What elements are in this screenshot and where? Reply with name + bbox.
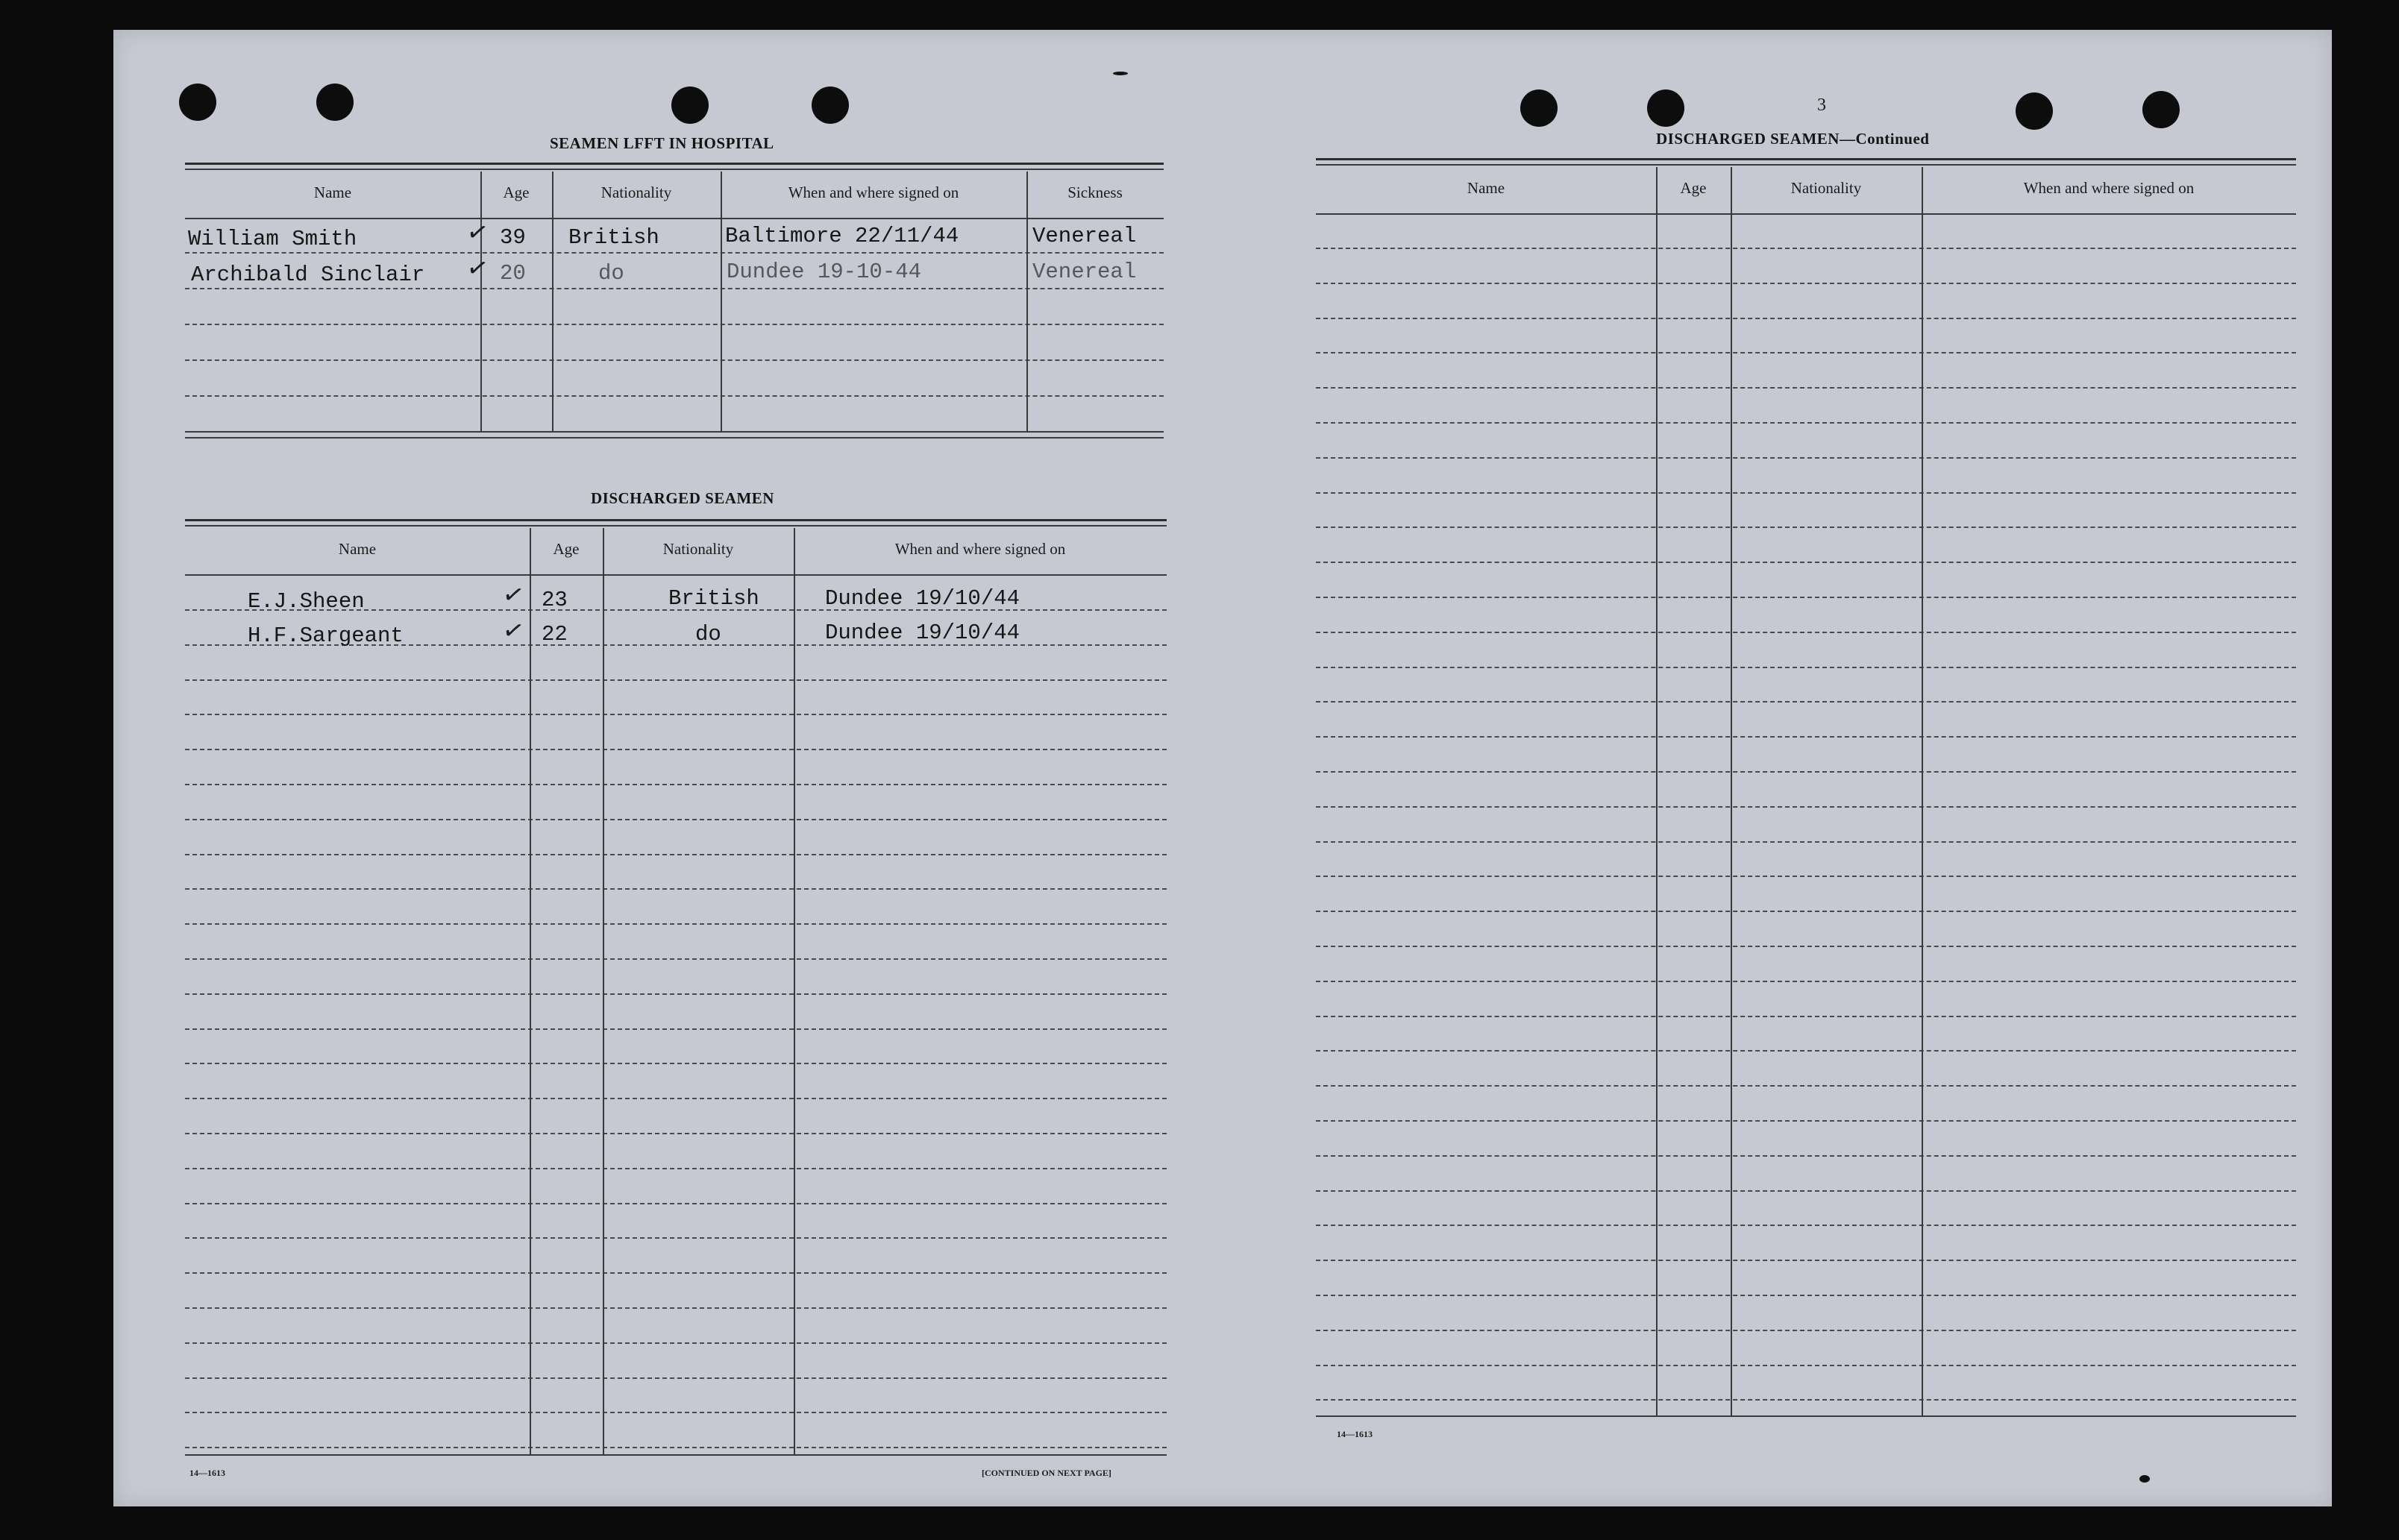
row-rule [1316, 492, 2296, 494]
punch-hole [1520, 89, 1558, 127]
row-rule [1316, 457, 2296, 459]
table-bottom-rule [185, 431, 1164, 433]
punch-hole [1647, 89, 1684, 127]
discharged-row-age: 23 [542, 588, 568, 612]
row-rule [1316, 1085, 2296, 1087]
row-rule [185, 324, 1164, 325]
hospital-row-nationality: British [568, 225, 659, 250]
row-rule [1316, 318, 2296, 319]
column-header-signed-on: When and where signed on [894, 540, 1066, 558]
row-rule [1316, 1260, 2296, 1261]
row-rule [185, 819, 1167, 820]
row-rule [185, 1307, 1167, 1309]
column-divider [1731, 167, 1732, 1415]
row-rule [1316, 387, 2296, 389]
row-rule [185, 359, 1164, 361]
row-rule [1316, 283, 2296, 284]
row-rule [1316, 1399, 2296, 1401]
row-rule [185, 749, 1167, 750]
hospital-row-age: 39 [500, 225, 526, 250]
hospital-row-name: Archibald Sinclair [191, 263, 425, 287]
discharged-section-title: DISCHARGED SEAMEN [591, 489, 774, 507]
column-header-age: Age [503, 183, 530, 201]
column-header-name: Name [338, 540, 377, 558]
header-bottom-rule [1316, 213, 2296, 215]
hospital-row-age: 20 [500, 261, 526, 286]
column-header-name: Name [1467, 179, 1505, 197]
header-bottom-rule [185, 218, 1164, 219]
column-header-nationality: Nationality [1790, 179, 1862, 197]
table-top-rule [185, 519, 1167, 521]
row-rule [1316, 736, 2296, 738]
table-bottom-rule [1316, 1415, 2296, 1417]
hospital-row-sickness: Venereal [1032, 224, 1137, 248]
row-rule [185, 784, 1167, 785]
hospital-row-sickness: Venereal [1032, 260, 1137, 284]
column-header-age: Age [553, 540, 580, 558]
row-rule [185, 993, 1167, 995]
column-divider [530, 528, 531, 1454]
row-rule [185, 1272, 1167, 1274]
row-rule [1316, 1330, 2296, 1331]
row-rule [185, 1412, 1167, 1413]
hospital-section-title: SEAMEN LFFT IN HOSPITAL [550, 134, 774, 152]
punch-hole [2016, 92, 2053, 130]
discharged-row-name: E.J.Sheen [248, 589, 365, 614]
row-rule [1316, 771, 2296, 773]
column-header-sickness: Sickness [1067, 183, 1123, 201]
row-rule [1316, 911, 2296, 912]
row-rule [1316, 1016, 2296, 1017]
row-rule [1316, 422, 2296, 424]
column-divider [552, 172, 554, 433]
table-top-rule [185, 525, 1167, 527]
row-rule [185, 395, 1164, 397]
row-rule [185, 679, 1167, 681]
row-rule [1316, 562, 2296, 563]
column-header-signed-on: When and where signed on [788, 183, 959, 201]
punch-hole [316, 84, 354, 121]
row-rule [1316, 946, 2296, 947]
row-rule [1316, 1295, 2296, 1296]
hospital-row-signed-on: Dundee 19-10-44 [727, 260, 922, 284]
row-rule [1316, 1365, 2296, 1366]
page-number: 3 [1817, 95, 1826, 115]
table-top-rule [1316, 164, 2296, 166]
row-rule [1316, 632, 2296, 633]
document-sheet [113, 30, 2332, 1506]
row-rule [185, 714, 1167, 715]
header-bottom-rule [185, 574, 1167, 576]
column-header-signed-on: When and where signed on [2023, 179, 2195, 197]
discharged-row-name: H.F.Sargeant [248, 623, 404, 648]
punch-hole [179, 84, 216, 121]
row-rule [1316, 806, 2296, 808]
column-header-name: Name [313, 183, 352, 201]
row-rule [185, 1133, 1167, 1134]
column-header-age: Age [1680, 179, 1707, 197]
row-rule [185, 958, 1167, 960]
ink-speck [1113, 72, 1128, 75]
column-divider [1026, 172, 1028, 433]
row-rule [1316, 527, 2296, 528]
discharged-row-signed-on: Dundee 19/10/44 [825, 586, 1020, 611]
row-rule [185, 252, 1164, 254]
row-rule [185, 1063, 1167, 1064]
row-rule [185, 1447, 1167, 1448]
row-rule [1316, 352, 2296, 353]
row-rule [1316, 667, 2296, 668]
row-rule [1316, 876, 2296, 877]
column-header-nationality: Nationality [662, 540, 734, 558]
row-rule [1316, 841, 2296, 843]
punch-hole [812, 87, 849, 124]
ink-speck [2139, 1475, 2150, 1483]
row-rule [185, 1342, 1167, 1344]
discharged-row-signed-on: Dundee 19/10/44 [825, 620, 1020, 645]
row-rule [185, 1168, 1167, 1169]
row-rule [1316, 1225, 2296, 1226]
check-mark: ✓ [464, 251, 492, 286]
column-divider [603, 528, 604, 1454]
row-rule [1316, 597, 2296, 598]
row-rule [185, 888, 1167, 890]
row-rule [185, 1203, 1167, 1204]
row-rule [1316, 701, 2296, 703]
row-rule [185, 1237, 1167, 1239]
row-rule [185, 1377, 1167, 1379]
punch-hole [2142, 91, 2180, 128]
row-rule [1316, 1190, 2296, 1192]
check-mark: ✓ [500, 578, 527, 612]
row-rule [185, 854, 1167, 855]
row-rule [185, 923, 1167, 925]
row-rule [1316, 248, 2296, 249]
table-top-rule [185, 163, 1164, 165]
row-rule [185, 1028, 1167, 1030]
row-rule [1316, 1050, 2296, 1052]
row-rule [1316, 1120, 2296, 1122]
check-mark: ✓ [500, 614, 527, 648]
column-divider [1656, 167, 1658, 1415]
table-bottom-rule [185, 437, 1164, 439]
discharged-row-nationality: do [695, 622, 721, 647]
table-bottom-rule [185, 1454, 1167, 1456]
hospital-row-signed-on: Baltimore 22/11/44 [725, 224, 959, 248]
check-mark: ✓ [464, 216, 492, 250]
continued-note: [CONTINUED ON NEXT PAGE] [982, 1468, 1111, 1478]
discharged-row-age: 22 [542, 622, 568, 647]
table-top-rule [1316, 158, 2296, 160]
hospital-row-name: William Smith [188, 227, 357, 251]
column-divider [480, 172, 482, 433]
row-rule [1316, 1155, 2296, 1157]
column-divider [794, 528, 795, 1454]
continued-section-title: DISCHARGED SEAMEN—Continued [1656, 130, 1930, 148]
form-number: 14—1613 [189, 1468, 225, 1478]
column-header-nationality: Nationality [600, 183, 672, 201]
discharged-row-nationality: British [668, 586, 759, 611]
hospital-row-nationality: do [598, 261, 624, 286]
punch-hole [671, 87, 709, 124]
column-divider [1922, 167, 1923, 1415]
row-rule [185, 1098, 1167, 1099]
form-number: 14—1613 [1337, 1429, 1373, 1439]
row-rule [185, 288, 1164, 289]
row-rule [1316, 981, 2296, 982]
column-divider [721, 172, 722, 433]
table-top-rule [185, 169, 1164, 170]
